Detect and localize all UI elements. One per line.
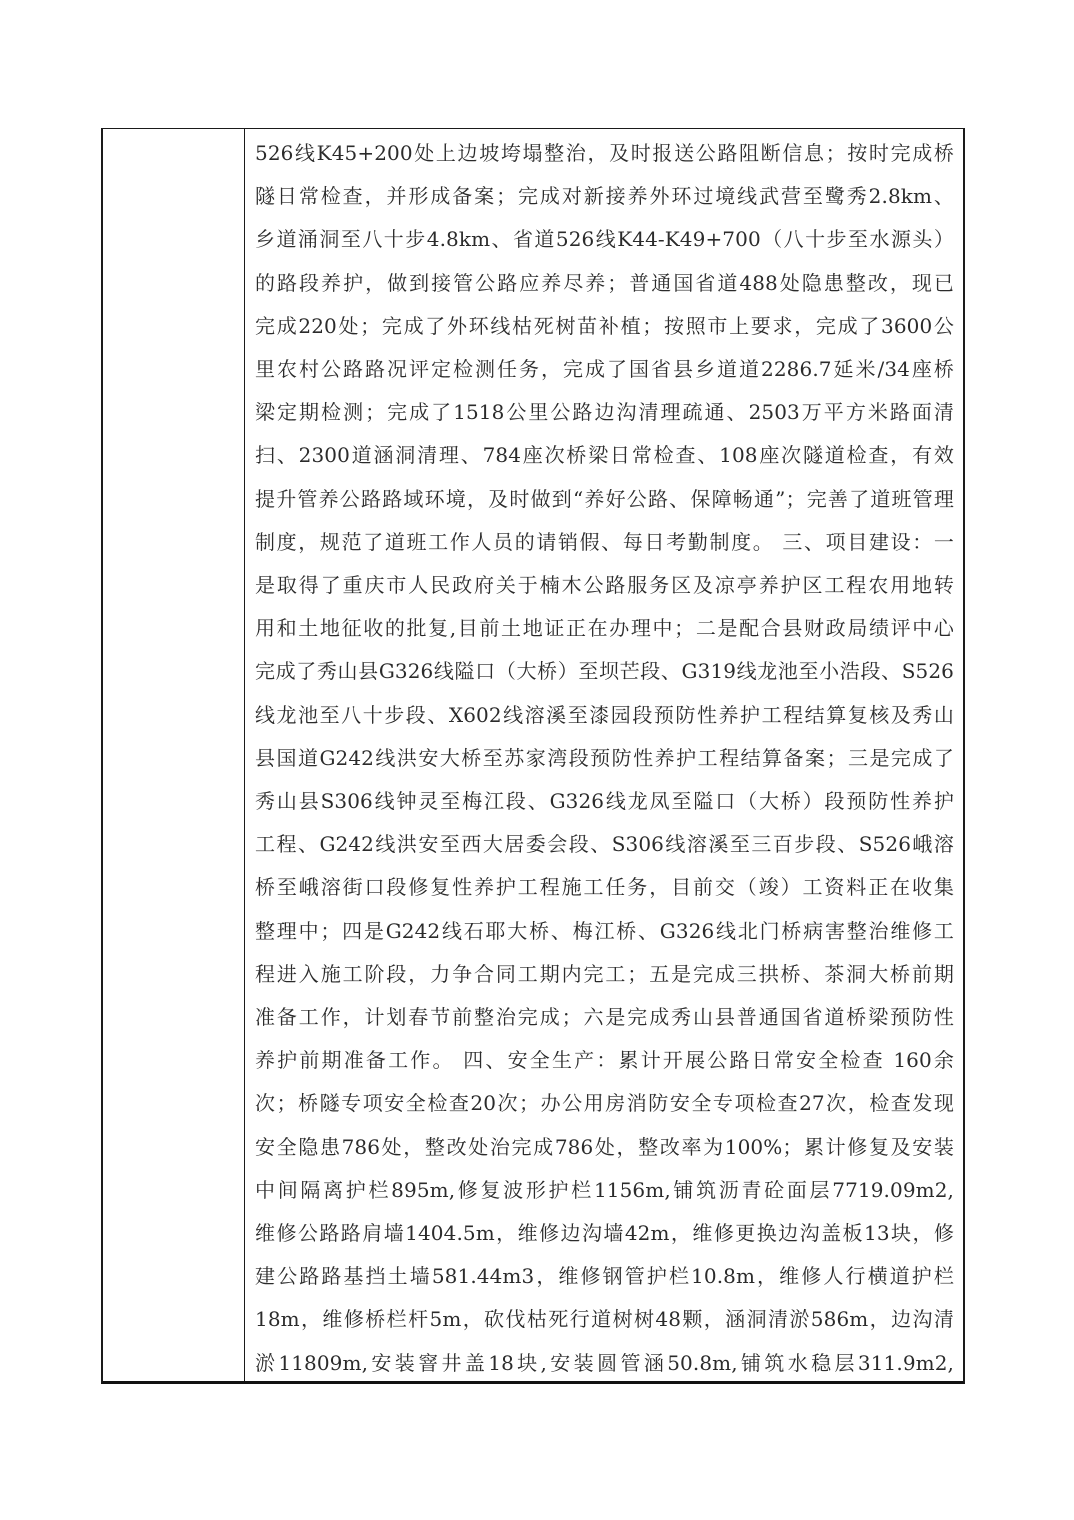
text-line: 中间隔离护栏895m,修复波形护栏1156m,铺筑沥青砼面层7719.09m2, [255, 1177, 954, 1202]
text-line: 工程、G242线洪安至西大居委会段、S306线溶溪至三百步段、S526峨溶 [255, 832, 954, 857]
text-line: 用和土地征收的批复,目前土地证正在办理中；二是配合县财政局绩评中心 [255, 616, 954, 641]
table-label-cell [103, 129, 244, 1381]
body-paragraph [255, 129, 954, 1381]
document-table [101, 128, 965, 1384]
text-line: 是取得了重庆市人民政府关于楠木公路服务区及凉亭养护区工程农用地转 [255, 573, 954, 598]
text-line: 完成了秀山县G326线隘口（大桥）至坝芒段、G319线龙池至小浩段、S526 [255, 659, 954, 684]
text-line: 扫、2300道涵洞清理、784座次桥梁日常检查、108座次隧道检查，有效 [255, 443, 954, 468]
text-line: 乡道涌洞至八十步4.8km、省道526线K44-K49+700（八十步至水源头） [255, 227, 954, 252]
text-line: 提升管养公路路域环境，及时做到“养好公路、保障畅通”；完善了道班管理 [255, 486, 954, 511]
text-line: 维修公路路肩墙1404.5m，维修边沟墙42m，维修更换边沟盖板13块，修 [255, 1221, 954, 1246]
text-line: 隧日常检查，并形成备案；完成对新接养外环过境线武营至鹭秀2.8km、 [255, 184, 954, 209]
text-line: 的路段养护，做到接管公路应养尽养；普通国省道488处隐患整改，现已 [255, 270, 954, 295]
text-line: 县国道G242线洪安大桥至苏家湾段预防性养护工程结算备案；三是完成了 [255, 745, 954, 770]
text-line: 养护前期准备工作。 四、安全生产：累计开展公路日常安全检查 160余 [255, 1048, 954, 1073]
text-line: 建公路路基挡土墙581.44m3，维修钢管护栏10.8m，维修人行横道护栏 [255, 1264, 954, 1289]
text-line: 程进入施工阶段，力争合同工期内完工；五是完成三拱桥、茶洞大桥前期 [255, 961, 954, 986]
text-line: 526线K45+200处上边坡垮塌整治，及时报送公路阻断信息；按时完成桥 [255, 141, 954, 165]
text-line: 线龙池至八十步段、X602线溶溪至漆园段预防性养护工程结算复核及秀山 [255, 702, 954, 727]
text-line: 18m，维修桥栏杆5m，砍伐枯死行道树树48颗，涵洞清淤586m，边沟清 [255, 1307, 954, 1332]
text-line: 整理中；四是G242线石耶大桥、梅江桥、G326线北门桥病害整治维修工 [255, 918, 954, 943]
text-line: 次；桥隧专项安全检查20次；办公用房消防安全专项检查27次，检查发现 [255, 1091, 954, 1116]
text-line: 准备工作，计划春节前整治完成；六是完成秀山县普通国省道桥梁预防性 [255, 1005, 954, 1030]
text-line: 梁定期检测；完成了1518公里公路边沟清理疏通、2503万平方米路面清 [255, 400, 954, 425]
text-line: 桥至峨溶街口段修复性养护工程施工任务，目前交（竣）工资料正在收集 [255, 875, 954, 900]
text-line: 秀山县S306线钟灵至梅江段、G326线龙凤至隘口（大桥）段预防性养护 [255, 789, 954, 814]
table-content-cell [245, 129, 963, 1381]
text-line: 安全隐患786处，整改处治完成786处，整改率为100%；累计修复及安装 [255, 1134, 954, 1159]
text-line: 淤11809m,安装窨井盖18块,安装圆管涵50.8m,铺筑水稳层311.9m2, [255, 1350, 954, 1375]
text-line: 完成220处；完成了外环线枯死树苗补植；按照市上要求，完成了3600公 [255, 313, 954, 338]
text-line: 制度，规范了道班工作人员的请销假、每日考勤制度。 三、项目建设：一 [255, 529, 954, 554]
text-line: 里农村公路路况评定检测任务，完成了国省县乡道道2286.7延米/34座桥 [255, 357, 954, 382]
